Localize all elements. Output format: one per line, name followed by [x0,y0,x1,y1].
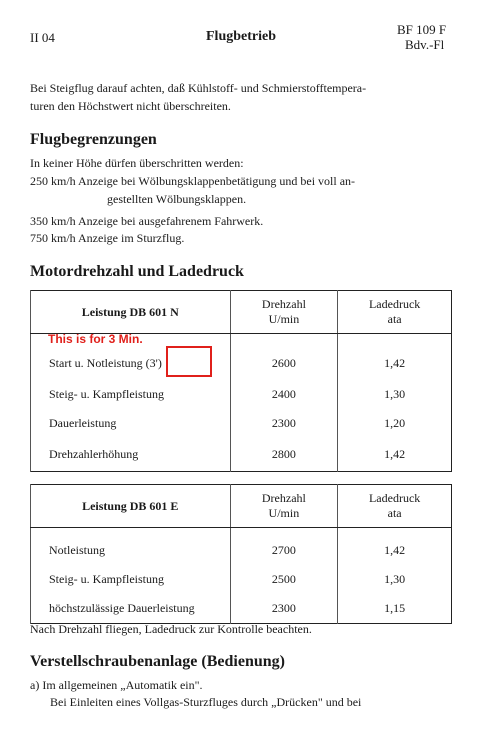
col-header-drehzahl [230,485,338,528]
table-cell-ladedruck: 1,30 [338,565,452,594]
col-header-ladedruck [338,485,452,528]
table-header-row [31,485,452,528]
table-row [31,380,452,409]
table-cell-leistung: Drehzahlerhöhung [31,438,231,472]
table-cell-ladedruck: 1,42 [338,334,452,381]
table-row [31,594,452,624]
table-cell-drehzahl: 2800 [230,438,338,472]
col-header-drehzahl-label: Drehzahl [261,491,306,505]
table-cell-leistung: Steig- u. Kampfleistung [31,565,231,594]
limit-item-1-line1: 250 km/h Anzeige bei Wölbungsklappenbetätigung und bei voll an- [30,174,356,188]
doc-code-line1: BF 109 F [397,22,447,37]
table-cell-drehzahl: 2400 [230,380,338,409]
limit-item-3: 750 km/h Anzeige im Sturzflug. [30,231,185,245]
doc-code-line2: Bdv.-Fl [405,37,445,52]
table-cell-drehzahl: 2300 [230,409,338,438]
table-cell-drehzahl: 2500 [230,565,338,594]
col-header-ladedruck-label: Ladedruck [368,491,421,505]
table-cell-ladedruck: 1,20 [338,409,452,438]
table-cell-leistung: Dauerleistung [31,409,231,438]
intro-line-2: turen den Höchstwert nicht überschreiten. [30,99,231,113]
table-cell-drehzahl: 2600 [230,334,338,381]
table-cell-leistung: Start u. Notleistung (3') [31,334,231,381]
limit-item-1-line2: gestellten Wölbungsklappen. [107,192,247,206]
table-row [31,565,452,594]
col-header-drehzahl-unit: U/min [268,506,300,520]
section-heading-flugbegrenzungen: Flugbegrenzungen [30,131,157,148]
annotation-note: This is for 3 Min. [48,332,143,346]
col-header-ladedruck-label: Ladedruck [368,297,421,311]
intro-line-1: Bei Steigflug darauf achten, daß Kühlstoff- und Schmierstofftempera- [30,81,367,95]
table-cell-ladedruck: 1,42 [338,438,452,472]
table-cell-drehzahl: 2700 [230,528,338,566]
table-cell-ladedruck: 1,15 [338,594,452,624]
table-db601e [30,484,452,624]
section-heading-verstellschraube: Verstellschraubenanlage (Bedienung) [30,653,285,670]
page-title: Flugbetrieb [206,29,276,44]
page-number: II 04 [30,30,55,45]
table-db601n [30,290,452,472]
table-cell-leistung: Steig- u. Kampfleistung [31,380,231,409]
col-header-drehzahl-unit: U/min [268,312,300,326]
col-header-drehzahl-label: Drehzahl [261,297,306,311]
col-header-drehzahl [230,291,338,334]
table-row [31,528,452,566]
section-heading-motordrehzahl: Motordrehzahl und Ladedruck [30,263,244,280]
table-cell-drehzahl: 2300 [230,594,338,624]
col-header-ladedruck-unit: ata [387,312,402,326]
limit-item-2: 350 km/h Anzeige bei ausgefahrenem Fahrwerk. [30,214,264,228]
col-header-leistung: Leistung DB 601 E [31,485,231,528]
limits-lead: In keiner Höhe dürfen überschritten werden: [30,156,244,170]
table-cell-ladedruck: 1,30 [338,380,452,409]
instruction-text: Nach Drehzahl fliegen, Ladedruck zur Kontrolle beachten. [30,622,312,636]
col-header-ladedruck [338,291,452,334]
table-cell-leistung: Notleistung [31,528,231,566]
table-row [31,409,452,438]
table-row [31,438,452,472]
verstell-item-a-cont: Bei Einleiten eines Vollgas-Sturzfluges durch „Drücken" und bei [50,695,362,709]
table-cell-ladedruck: 1,42 [338,528,452,566]
annotation-highlight-box [166,346,212,377]
col-header-leistung: Leistung DB 601 N [31,291,231,334]
table-header-row [31,291,452,334]
col-header-ladedruck-unit: ata [387,506,402,520]
table-cell-leistung: höchstzulässige Dauerleistung [31,594,231,624]
verstell-item-a: a) Im allgemeinen „Automatik ein". [30,678,203,692]
